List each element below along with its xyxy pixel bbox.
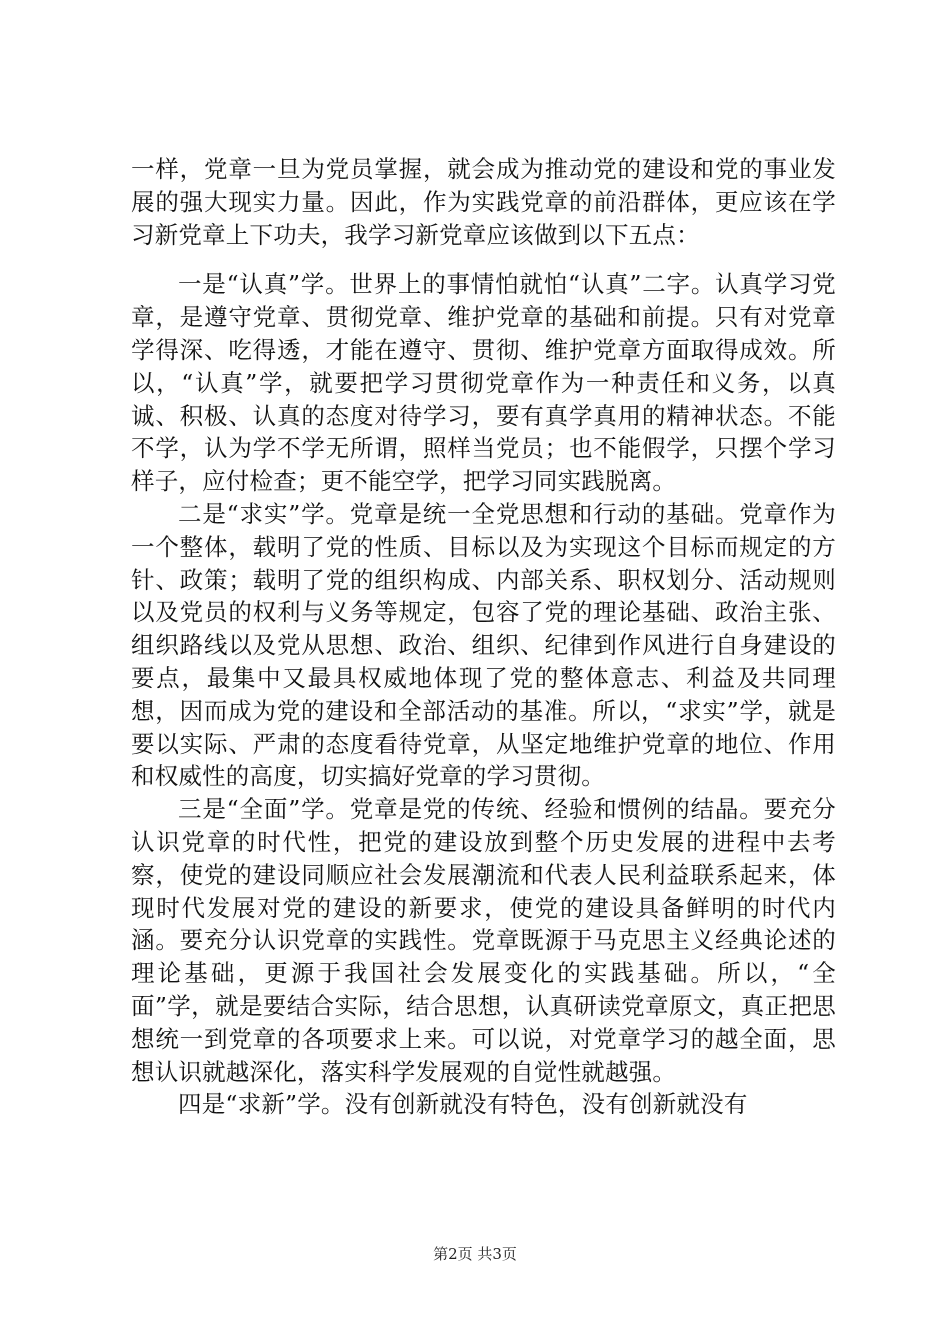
paragraph-intro: 一样，党章一旦为党员掌握，就会成为推动党的建设和党的事业发展的强大现实力量。因此，作为实践党章的前沿群体，更应该在学习新党章上下功夫，我学习新党章应该做到以下五点： xyxy=(131,155,836,249)
paragraph-point-1: 一是“认真”学。世界上的事情怕就怕“认真”二字。认真学习党章，是遵守党章、贯彻党章、维护党章的基础和前提。只有对党章学得深、吃得透，才能在遵守、贯彻、维护党章方面取得成效。所以，“认真”学，就要把学习贯彻党章作为一种责任和义务，以真诚、积极、认真的态度对待学习，要有真学真用的精神状态。不能不学，认为学不学无所谓，照样当党员；也不能假学，只摆个学习样子，应付检查；更不能空学，把学习同实践脱离。 xyxy=(131,270,836,496)
document-body xyxy=(131,153,836,1121)
paragraph-point-4: 四是“求新”学。没有创新就没有特色，没有创新就没有 xyxy=(178,1090,748,1119)
paragraph-point-2: 二是“求实”学。党章是统一全党思想和行动的基础。党章作为一个整体，载明了党的性质、目标以及为实现这个目标而规定的方针、政策；载明了党的组织构成、内部关系、职权划分、活动规则以及党员的权利与义务等规定，包容了党的理论基础、政治主张、组织路线以及党从思想、政治、组织、纪律到作风进行自身建设的要点，最集中又最具权威地体现了党的整体意志、利益及共同理想，因而成为党的建设和全部活动的基准。所以，“求实”学，就是要以实际、严肃的态度看待党章，从坚定地维护党章的地位、作用和权威性的高度，切实搞好党章的学习贯彻。 xyxy=(131,499,836,791)
page-number-footer: 第2页 共3页 xyxy=(433,1245,517,1263)
paragraph-point-3: 三是“全面”学。党章是党的传统、经验和惯例的结晶。要充分认识党章的时代性，把党的建设放到整个历史发展的进程中去考察，使党的建设同顺应社会发展潮流和代表人民利益联系起来，体现时代发展对党的建设的新要求，使党的建设具备鲜明的时代内涵。要充分认识党章的实践性。党章既源于马克思主义经典论述的理论基础，更源于我国社会发展变化的实践基础。所以，“全面”学，就是要结合实际，结合思想，认真研读党章原文，真正把思想统一到党章的各项要求上来。可以说，对党章学习的越全面，思想认识就越深化，落实科学发展观的自觉性就越强。 xyxy=(131,795,836,1086)
